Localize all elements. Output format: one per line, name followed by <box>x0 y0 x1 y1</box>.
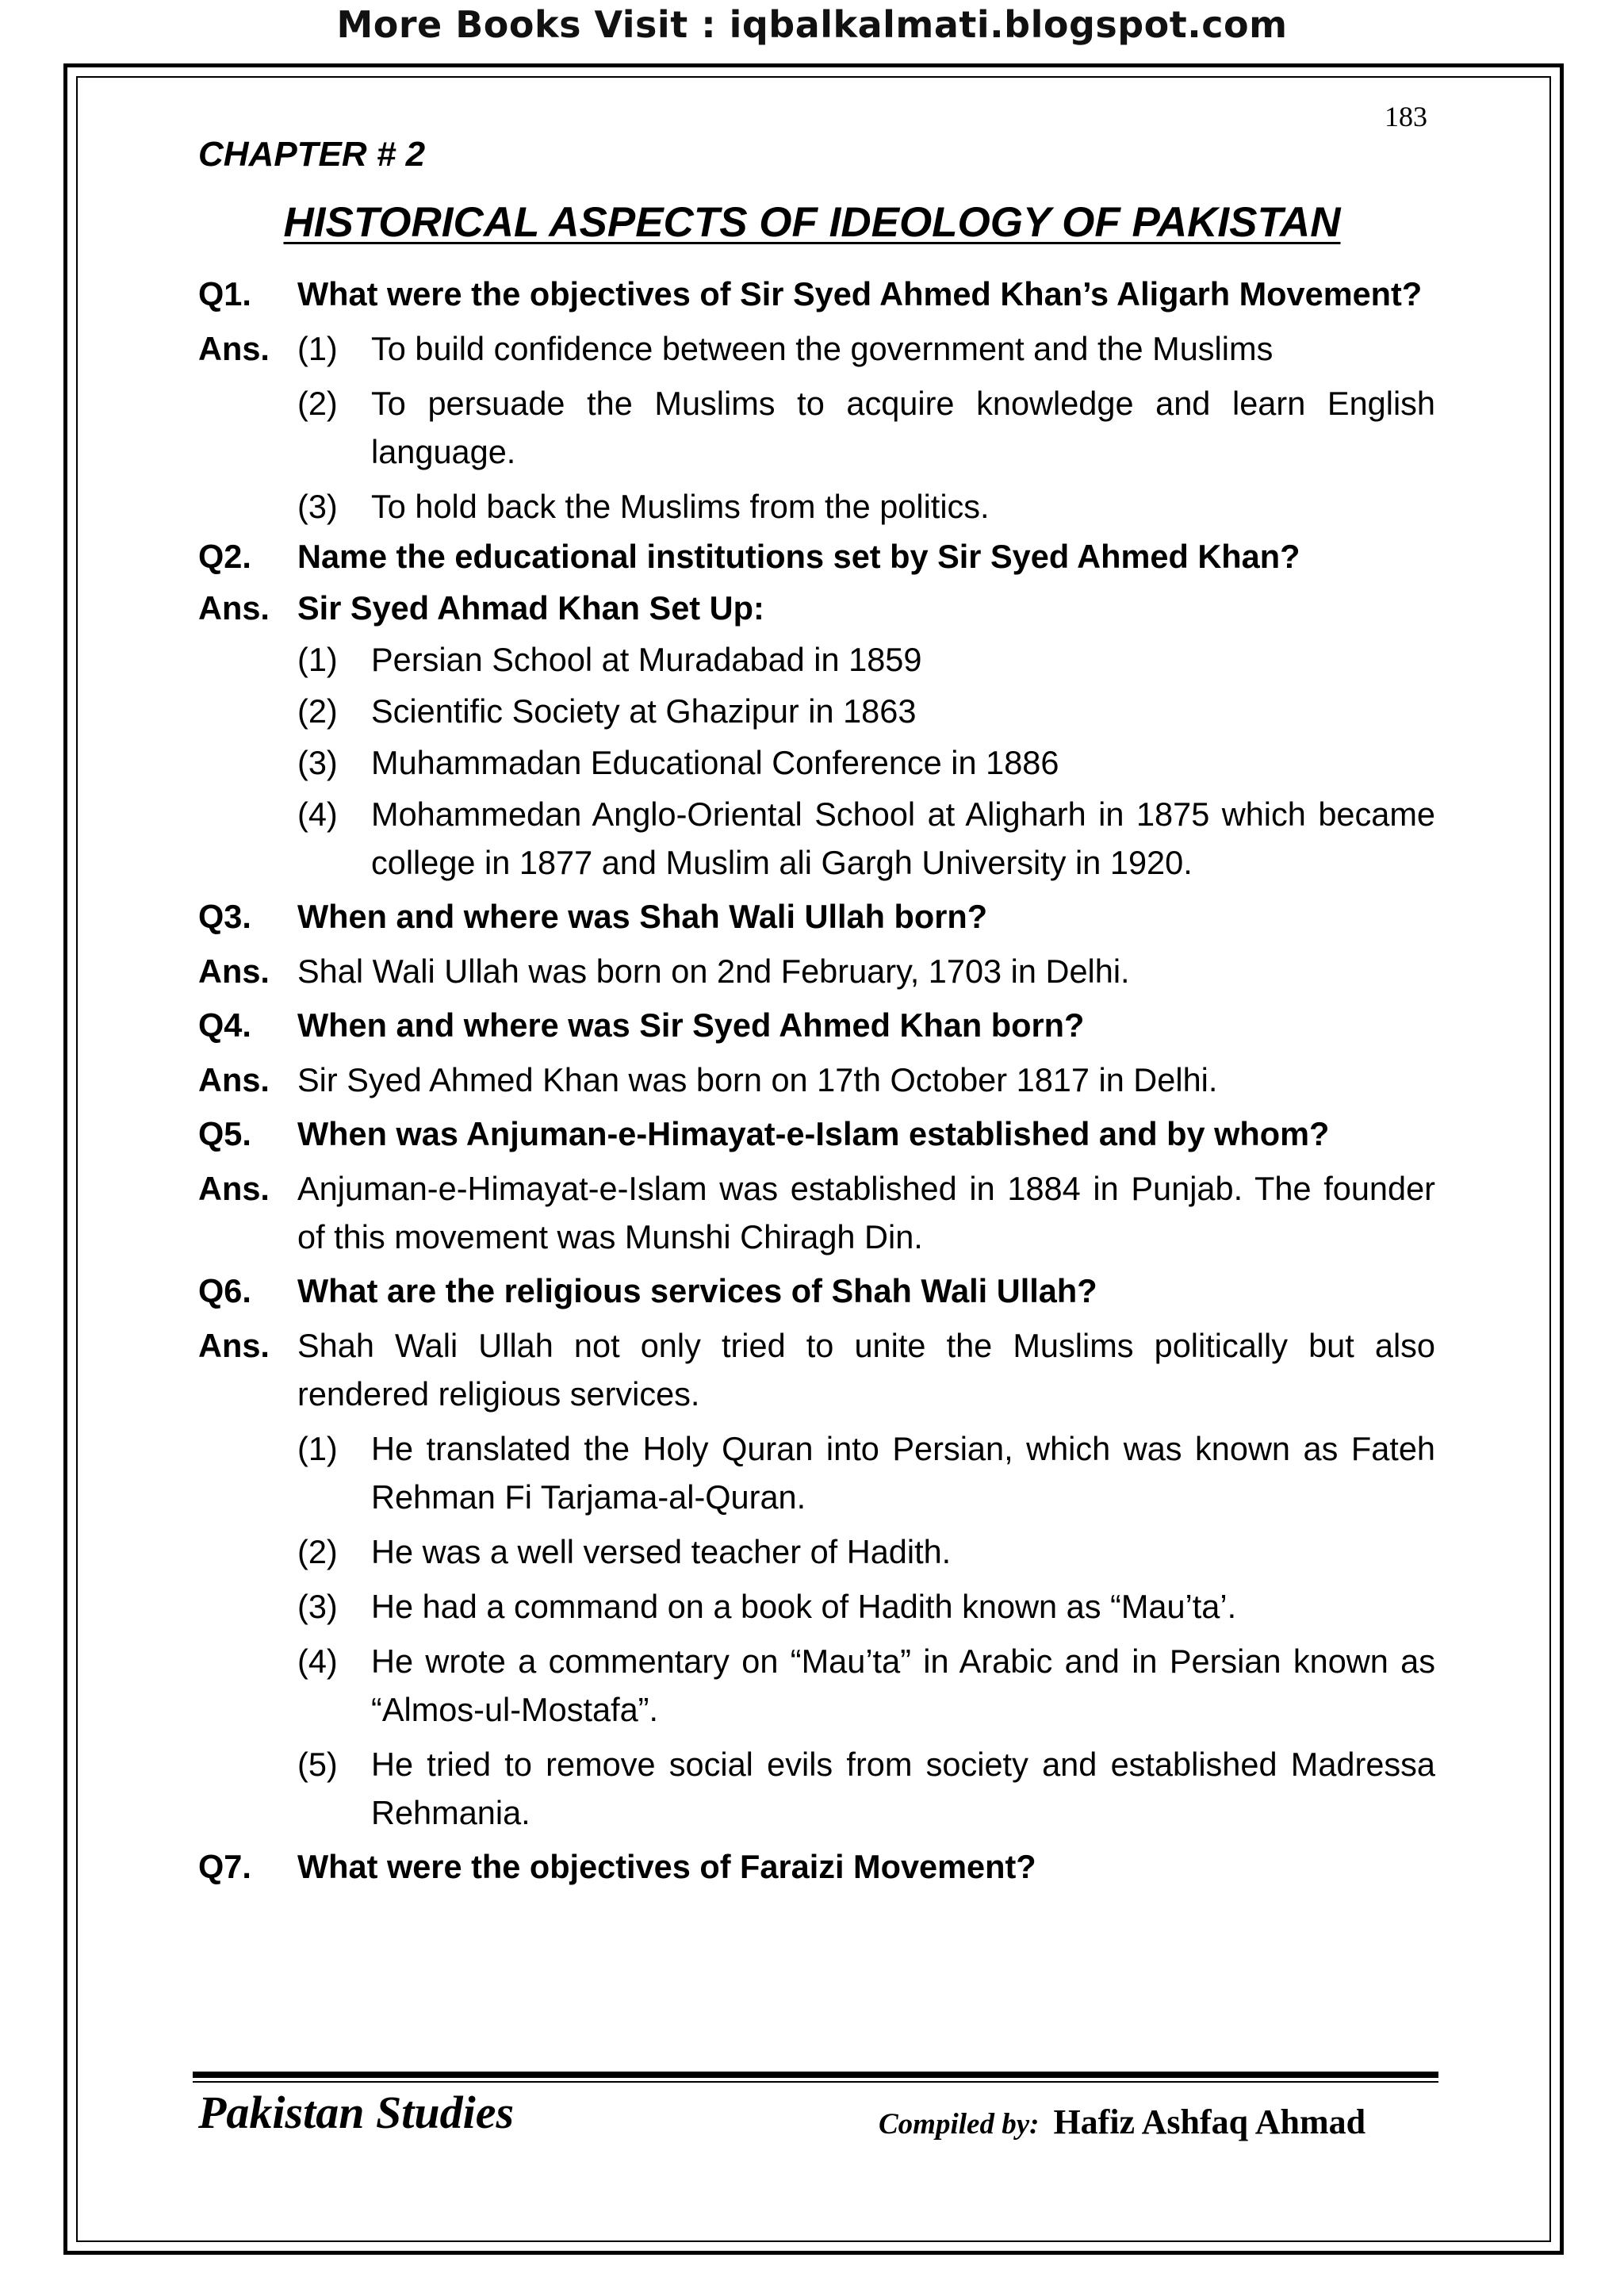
answer-text: Shah Wali Ullah not only tried to unite the Muslims politically but also rendered religious services. <box>297 1327 1435 1412</box>
answer-label: Ans. <box>198 589 270 627</box>
question-label: Q6. <box>198 1272 251 1309</box>
question-label: Q5. <box>198 1115 251 1152</box>
footer-compiler <box>879 2102 1365 2142</box>
list-item: (3) Muhammadan Educational Conference in 1886 <box>297 744 1059 781</box>
list-item: (1) He translated the Holy Quran into Persian, which was known as Fateh Rehman Fi Tarjama-al-Quran. <box>297 1430 1435 1516</box>
list-item: (2) Scientific Society at Ghazipur in 1863 <box>297 692 917 730</box>
list-item: (3) To hold back the Muslims from the politics. <box>297 488 990 525</box>
answer-1 <box>198 324 1435 373</box>
question-3 <box>198 892 1435 941</box>
list-item: (4) Mohammedan Anglo-Oriental School at Aligharh in 1875 which became college in 1877 and Muslim ali Gargh University in 1920. <box>297 795 1435 881</box>
compiled-by-label: Compiled by: <box>879 2108 1040 2141</box>
list-item: (5) He tried to remove social evils from society and established Madressa Rehmania. <box>297 1746 1435 1831</box>
question-text: What are the religious services of Shah Wali Ullah? <box>297 1272 1097 1309</box>
question-text: When and where was Shah Wali Ullah born? <box>297 898 988 935</box>
list-item: (1) Persian School at Muradabad in 1859 <box>297 641 922 678</box>
question-label: Q1. <box>198 275 251 312</box>
answer-heading: Sir Syed Ahmad Khan Set Up: <box>297 589 764 627</box>
answer-text: Shal Wali Ullah was born on 2nd February, 1703 in Delhi. <box>297 953 1130 990</box>
answer-5 <box>198 1164 1435 1261</box>
chapter-title: HISTORICAL ASPECTS OF IDEOLOGY OF PAKISTAN <box>283 199 1341 246</box>
question-label: Q3. <box>198 898 251 935</box>
answer-label: Ans. <box>198 330 270 367</box>
answer-6 <box>198 1321 1435 1418</box>
question-label: Q2. <box>198 538 251 575</box>
answer-4 <box>198 1056 1435 1104</box>
list-item: (2) To persuade the Muslims to acquire knowledge and learn English language. <box>297 385 1435 470</box>
question-2 <box>198 532 1435 581</box>
answer-text: Sir Syed Ahmed Khan was born on 17th October 1817 in Delhi. <box>297 1061 1218 1098</box>
compiler-name: Hafiz Ashfaq Ahmad <box>1053 2102 1366 2141</box>
site-header-banner: More Books Visit : iqbalkalmati.blogspot.com <box>336 3 1288 46</box>
question-text: What were the objectives of Sir Syed Ahmed Khan’s Aligarh Movement? <box>297 275 1423 312</box>
question-text: Name the educational institutions set by Sir Syed Ahmed Khan? <box>297 538 1300 575</box>
answer-label: Ans. <box>198 1061 270 1098</box>
footer-book-title: Pakistan Studies <box>198 2087 515 2138</box>
footer-divider-thin <box>193 2081 1438 2083</box>
answer-text: Anjuman-e-Himayat-e-Islam was established in 1884 in Punjab. The founder of this movement was Munshi Chiragh Din. <box>297 1170 1435 1255</box>
question-5 <box>198 1110 1435 1158</box>
list-item: (3) He had a command on a book of Hadith known as “Mau’ta’. <box>297 1588 1237 1625</box>
qa-content <box>198 264 1435 1891</box>
list-item: (4) He wrote a commentary on “Mau’ta” in Arabic and in Persian known as “Almos-ul-Mostafa”. <box>297 1642 1435 1728</box>
page-number: 183 <box>1385 101 1427 132</box>
answer-label: Ans. <box>198 1170 270 1207</box>
list-item: (1) To build confidence between the government and the Muslims <box>297 330 1274 367</box>
question-6 <box>198 1267 1435 1315</box>
question-text: When was Anjuman-e-Himayat-e-Islam established and by whom? <box>297 1115 1330 1152</box>
footer-divider <box>193 2072 1438 2078</box>
answer-3 <box>198 947 1435 995</box>
question-7 <box>198 1842 1435 1891</box>
question-text: When and where was Sir Syed Ahmed Khan born? <box>297 1006 1085 1044</box>
question-label: Q4. <box>198 1006 251 1044</box>
question-4 <box>198 1001 1435 1049</box>
question-text: What were the objectives of Faraizi Movement? <box>297 1848 1036 1885</box>
question-label: Q7. <box>198 1848 251 1885</box>
answer-label: Ans. <box>198 953 270 990</box>
answer-2 <box>198 584 1435 632</box>
list-item: (2) He was a well versed teacher of Hadith. <box>297 1533 952 1570</box>
chapter-label: CHAPTER # 2 <box>198 135 426 174</box>
question-1 <box>198 270 1435 318</box>
answer-label: Ans. <box>198 1327 270 1364</box>
